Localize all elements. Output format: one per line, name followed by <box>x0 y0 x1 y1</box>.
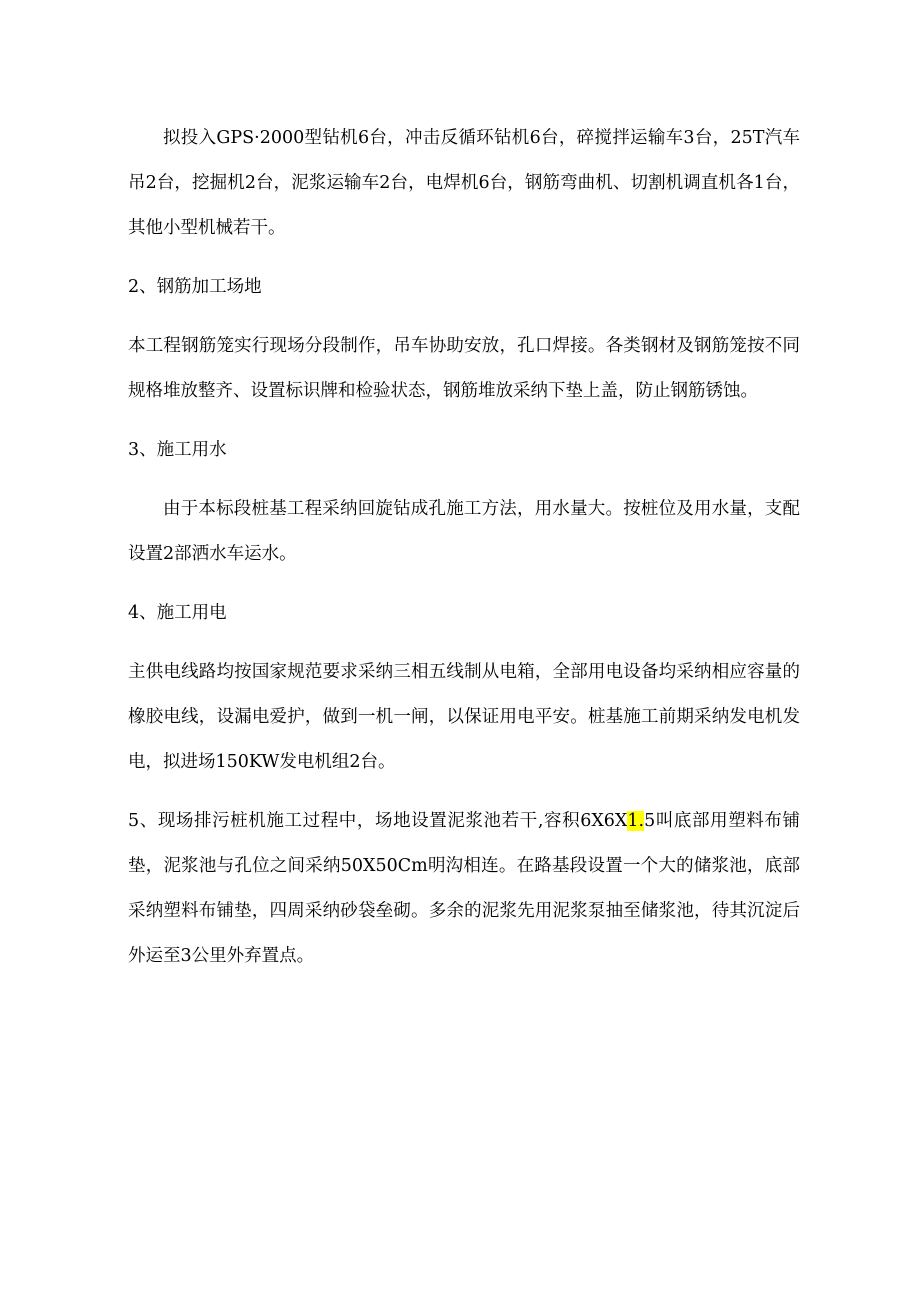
heading-construction-water: 3、施工用水 <box>128 440 227 460</box>
paragraph-construction-power: 主供电线路均按国家规范要求采纳三相五线制从电箱，全部用电设备均采纳相应容量的橡胶电线，设漏电爱护，做到一机一闸，以保证用电平安。桩基施工前期采纳发电机发电，拟进场150KW发电机组2台。 <box>128 662 800 772</box>
sewage-text-end: 5叫底部用塑料布铺垫，泥浆池与孔位之间采纳50X50Cm明沟相连。在路基段设置一个大的储浆池，底部采纳塑料布铺垫，四周采纳砂袋垒砌。多余的泥浆先用泥浆泵抽至储浆池，待其沉淀后外运至3公里外弃置点。 <box>128 811 800 966</box>
highlighted-text: 1. <box>627 811 645 831</box>
heading-construction-power: 4、施工用电 <box>128 603 227 623</box>
paragraph-sewage-discharge <box>128 799 800 979</box>
heading-rebar-yard: 2、钢筋加工场地 <box>128 277 262 297</box>
paragraph-construction-water: 由于本标段桩基工程采纳回旋钻成孔施工方法，用水量大。按桩位及用水量，支配设置2部洒水车运水。 <box>128 499 800 564</box>
paragraph-equipment: 拟投入GPS·2000型钻机6台，冲击反循环钻机6台，碎搅拌运输车3台，25T汽车吊2台，挖掘机2台，泥浆运输车2台，电焊机6台，钢筋弯曲机、切割机调直机各1台，其他小型机械若干。 <box>128 128 800 238</box>
sewage-text-start: 5、现场排污桩机施工过程中，场地设置泥浆池若干,容积6X6X <box>128 811 628 831</box>
paragraph-rebar-yard: 本工程钢筋笼实行现场分段制作，吊车协助安放，孔口焊接。各类钢材及钢筋笼按不同规格堆放整齐、设置标识牌和检验状态，钢筋堆放采纳下垫上盖，防止钢筋锈蚀。 <box>128 336 800 401</box>
document-body <box>128 116 800 993</box>
